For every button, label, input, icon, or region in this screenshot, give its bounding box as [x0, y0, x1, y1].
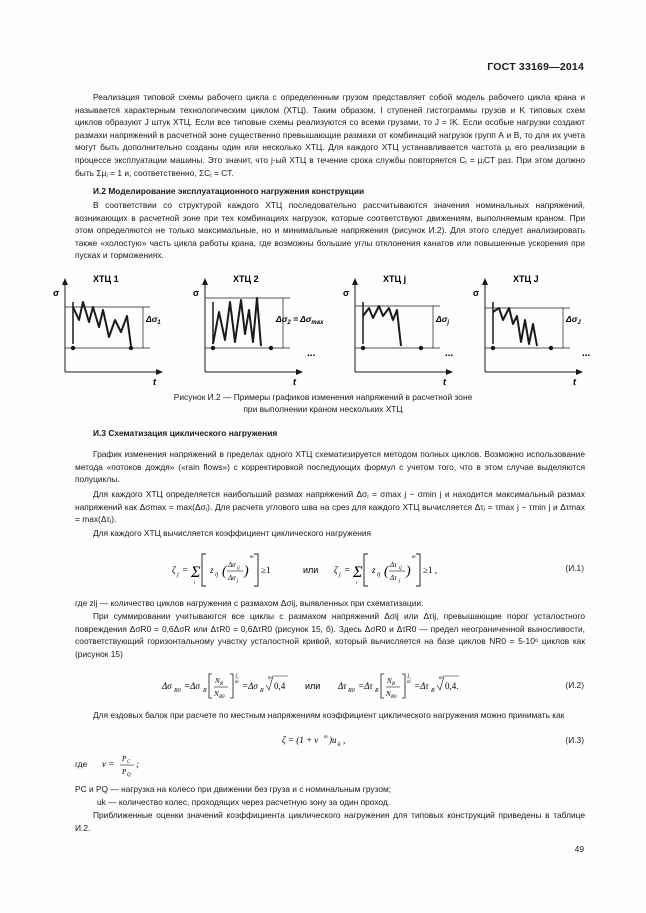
definition-loads: PC и PQ — нагрузка на колесо при движении без груза и с номинальным грузом; [75, 784, 392, 794]
svg-text:1: 1 [407, 674, 410, 679]
svg-text:i: i [194, 581, 196, 586]
svg-text:ij: ij [215, 572, 219, 578]
svg-text:≥1: ≥1 [261, 565, 271, 575]
paragraph-max-range: Для каждого ХТЦ определяется наибольший размах напряжений Δσⱼ = σmax j − σmin j и находится максимальный размах напряжений как Δσmax = max(Δσⱼ). Для расчета углового шва на срез для каждого ХТЦ вычисляется Δτⱼ = τmax j − τmin j и Δτmax = max(Δτⱼ). [75, 489, 585, 525]
figure-caption-line2: при выполнении краном нескольких ХТЦ [243, 404, 403, 414]
range-label: $\Delta\sigma_1$ [146, 314, 161, 326]
svg-text:m: m [439, 676, 443, 681]
svg-text:R0: R0 [174, 688, 181, 694]
y-axis-label: σ [193, 288, 200, 298]
start-dot [361, 346, 365, 350]
svg-text:m: m [407, 680, 411, 685]
svg-text:Σ: Σ [353, 564, 363, 581]
section-heading-i3: И.3 Схематизация циклического нагружения [93, 428, 278, 438]
ellipsis-2: ... [445, 348, 454, 359]
svg-text:R: R [392, 682, 396, 687]
svg-text:i: i [356, 581, 358, 586]
svg-text:N: N [215, 677, 220, 685]
svg-text:z: z [372, 565, 376, 575]
paragraph-zij-definition: где zij — количество циклов нагружения с размахом Δσij, выявленных при схематизации. [75, 598, 424, 608]
svg-text:j: j [177, 572, 179, 578]
svg-text:ζ: ζ [172, 565, 176, 575]
svg-text:R: R [203, 688, 207, 694]
ellipsis-1: ... [307, 348, 316, 359]
svg-text:(: ( [222, 564, 227, 579]
x-axis-arrow [156, 369, 163, 375]
graph-panel-3 [343, 274, 453, 387]
svg-text:(: ( [384, 564, 389, 579]
equation-number-i3: (И.3) [565, 735, 584, 745]
graph-panel-1 [53, 274, 163, 387]
graph-panel-2 [193, 274, 324, 387]
svg-text:N: N [387, 677, 392, 685]
svg-text:): ) [406, 564, 411, 579]
svg-text:R0: R0 [391, 695, 397, 700]
paragraph-schematization: График изменения напряжений в пределах одного ХТЦ схематизируется методом полных циклов. Возможно использование метода «потоков дождя» («rain flows») с корректировкой последующих формул с учетом того, что в этом случае выделяются полуциклы. [75, 449, 585, 485]
end-dot [419, 346, 423, 350]
x-axis-label: t [153, 377, 156, 387]
svg-text:или: или [305, 681, 321, 691]
start-dot [491, 346, 495, 350]
svg-text:R: R [220, 682, 224, 687]
svg-text:P: P [122, 768, 127, 776]
start-dot [211, 346, 215, 350]
svg-text:j: j [339, 572, 341, 578]
figure-caption-line1: Рисунок И.2 — Примеры графиков изменения напряжений в расчетной зоне [173, 392, 473, 402]
svg-text:ν =: ν = [102, 759, 115, 769]
stress-trace [363, 306, 401, 346]
y-axis-label: σ [53, 288, 60, 298]
svg-text:=Δσ: =Δσ [242, 681, 258, 691]
y-axis-arrow [352, 278, 358, 285]
svg-text:;: ; [136, 759, 139, 769]
svg-text:ij: ij [377, 572, 381, 578]
svg-text:Δτ: Δτ [390, 561, 397, 569]
stress-trace [493, 308, 537, 346]
svg-text:m: m [324, 735, 328, 740]
svg-text:0,4.: 0,4. [445, 681, 459, 691]
range-label: $\Delta\sigma_2 = \Delta\sigma_{max}$ [276, 314, 324, 326]
figure-stress-graphs [45, 272, 600, 392]
svg-text:j: j [237, 579, 239, 584]
svg-text:R0: R0 [219, 695, 225, 700]
paragraph-cyclic-coefficient-intro: Для каждого ХТЦ вычисляется коэффициент циклического нагружения [93, 528, 372, 538]
svg-text:=Δτ: =Δτ [414, 681, 429, 691]
x-axis-label: t [293, 377, 296, 387]
range-label: $\Delta\sigma_J$ [566, 314, 581, 326]
end-dot [129, 346, 133, 350]
page-number: 49 [574, 844, 584, 854]
svg-text:1: 1 [235, 674, 238, 679]
start-dot [71, 346, 75, 350]
svg-text:=: = [182, 565, 189, 575]
x-axis-label: t [573, 377, 576, 387]
svg-text:0,4: 0,4 [274, 681, 286, 691]
y-axis-label: σ [473, 288, 480, 298]
svg-text:z: z [210, 565, 214, 575]
ellipsis-3: ... [582, 348, 591, 359]
svg-text:Δσ: Δσ [228, 561, 236, 569]
svg-text:,: , [343, 735, 346, 745]
svg-text:R: R [431, 688, 435, 694]
x-axis-arrow [296, 369, 303, 375]
equation-i2 [160, 668, 470, 704]
x-axis-arrow [446, 369, 453, 375]
x-axis-arrow [576, 369, 583, 375]
svg-text:)u: )u [329, 735, 337, 745]
paragraph-damage-threshold: При суммировании учитываются все циклы с размахом напряжений Δσij или Δτij, превышающие порог усталостного повреждения ΔσR0 = 0,6ΔσR или ΔτR0 = 0,6ΔτR0 (рисунок 15, б). Здесь ΔσR0 и ΔτR0 — предел неограниченной выносливости, соответствующий горизонтальному участку усталостной кривой, который вычисляется на базе циклов NR0 = 5·10⁶ циклов как (рисунок 15) [75, 611, 585, 659]
svg-text:Δτ: Δτ [338, 681, 347, 691]
equation-i1 [170, 546, 470, 592]
svg-text:Δτ: Δτ [390, 574, 397, 582]
svg-text:N: N [386, 690, 391, 698]
equation-number-i1: (И.1) [565, 563, 584, 573]
y-axis-arrow [202, 278, 208, 285]
end-dot [549, 346, 553, 350]
document-header: ГОСТ 33169—2014 [487, 61, 584, 73]
paragraph-approx-estimates: Приближенные оценки значений коэффициента циклического нагружения для типовых конструкций приведены в таблице И.2. [75, 810, 585, 833]
graph-panel-4 [473, 274, 583, 387]
svg-text:Δσ: Δσ [162, 681, 172, 691]
paragraph-htc-definition: Реализация типовой схемы рабочего цикла с определенным грузом представляет собой модель рабочего цикла крана и называется характерным технологическим циклом (ХТЦ). Таким образом, I ступеней гистограммы грузов и K типовых схем циклов образуют J штук ХТЦ. Если все типовые схемы реализуются со всеми грузами, то J = IK. Если особые нагрузки создают размахи напряжений в расчетной зоне существенно превышающие размахи от комбинаций нагрузок групп А и В, то для их учета могут быть дополнительно созданы один или несколько ХТЦ. Для каждого ХТЦ устанавливается частота μⱼ его реализации в процессе эксплуатации машины. Это значит, что j-ый ХТЦ в течение срока службы повторяется Cⱼ = μⱼCT раз. При этом должно быть Σμⱼ = 1 и, соответственно, ΣCⱼ = CT. [75, 92, 585, 178]
svg-text:m: m [235, 680, 239, 685]
svg-text:или: или [303, 565, 319, 575]
stress-trace [213, 298, 261, 346]
svg-text:=Δσ: =Δσ [184, 681, 200, 691]
y-axis-label: σ [343, 288, 350, 298]
svg-text:): ) [244, 564, 249, 579]
definition-wheels: uk — количество колес, проходящих через расчетную зону за один проход. [97, 797, 391, 807]
where-label: где [75, 759, 88, 769]
svg-text:C: C [127, 760, 131, 765]
panel-title: ХТЦ j [383, 274, 407, 284]
paragraph-stress-calculation: В соответствии со структурой каждого ХТЦ последовательно рассчитываются значения номинальных напряжений, возникающих в расчетной зоне при тех комбинациях нагрузок, которые соответствуют движениям, выполняемым краном. При этом определяются не только максимальные, но и минимальные напряжения (рисунок И.2). Для этого следует анализировать также «холостую» часть цикла работы крана, где возможны большие углы отклонения канатов или повышенные ускорения при пусках и торможениях. [75, 200, 585, 261]
equation-number-i2: (И.2) [565, 680, 584, 690]
equation-i3 [280, 729, 370, 749]
svg-text:≥1 ,: ≥1 , [423, 565, 437, 575]
range-label: $\Delta\sigma_j$ [436, 314, 450, 326]
svg-text:Σ: Σ [191, 564, 201, 581]
svg-text:R0: R0 [348, 688, 355, 694]
panel-title: ХТЦ 2 [233, 274, 259, 284]
svg-text:=Δτ: =Δτ [358, 681, 373, 691]
equation-nu [100, 750, 160, 778]
x-axis-label: t [443, 377, 446, 387]
y-axis-arrow [62, 278, 68, 285]
y-axis-arrow [482, 278, 488, 285]
panel-title: ХТЦ 1 [93, 274, 119, 284]
svg-text:N: N [214, 690, 219, 698]
panel-title: ХТЦ J [513, 274, 539, 284]
svg-text:P: P [122, 755, 127, 763]
svg-text:j: j [399, 579, 401, 584]
svg-text:Δσ: Δσ [228, 574, 236, 582]
svg-text:ζ: ζ [334, 565, 338, 575]
svg-text:m: m [250, 555, 254, 560]
paragraph-runway-beams: Для ездовых балок при расчете по местным напряжениям коэффициент циклического нагружения можно принимать как [93, 710, 565, 720]
svg-text:Q: Q [127, 773, 131, 778]
svg-text:k: k [338, 742, 341, 748]
svg-text:m: m [268, 676, 272, 681]
svg-text:=: = [344, 565, 351, 575]
svg-text:R: R [375, 688, 379, 694]
section-heading-i2: И.2 Моделирование эксплуатационного нагружения конструкции [93, 186, 365, 196]
svg-text:ij: ij [399, 566, 402, 571]
svg-text:ij: ij [237, 566, 240, 571]
end-dot [269, 346, 273, 350]
svg-text:m: m [412, 555, 416, 560]
svg-text:R: R [260, 688, 264, 694]
stress-trace [73, 302, 131, 346]
svg-text:ζ = (1 + ν: ζ = (1 + ν [282, 735, 319, 745]
